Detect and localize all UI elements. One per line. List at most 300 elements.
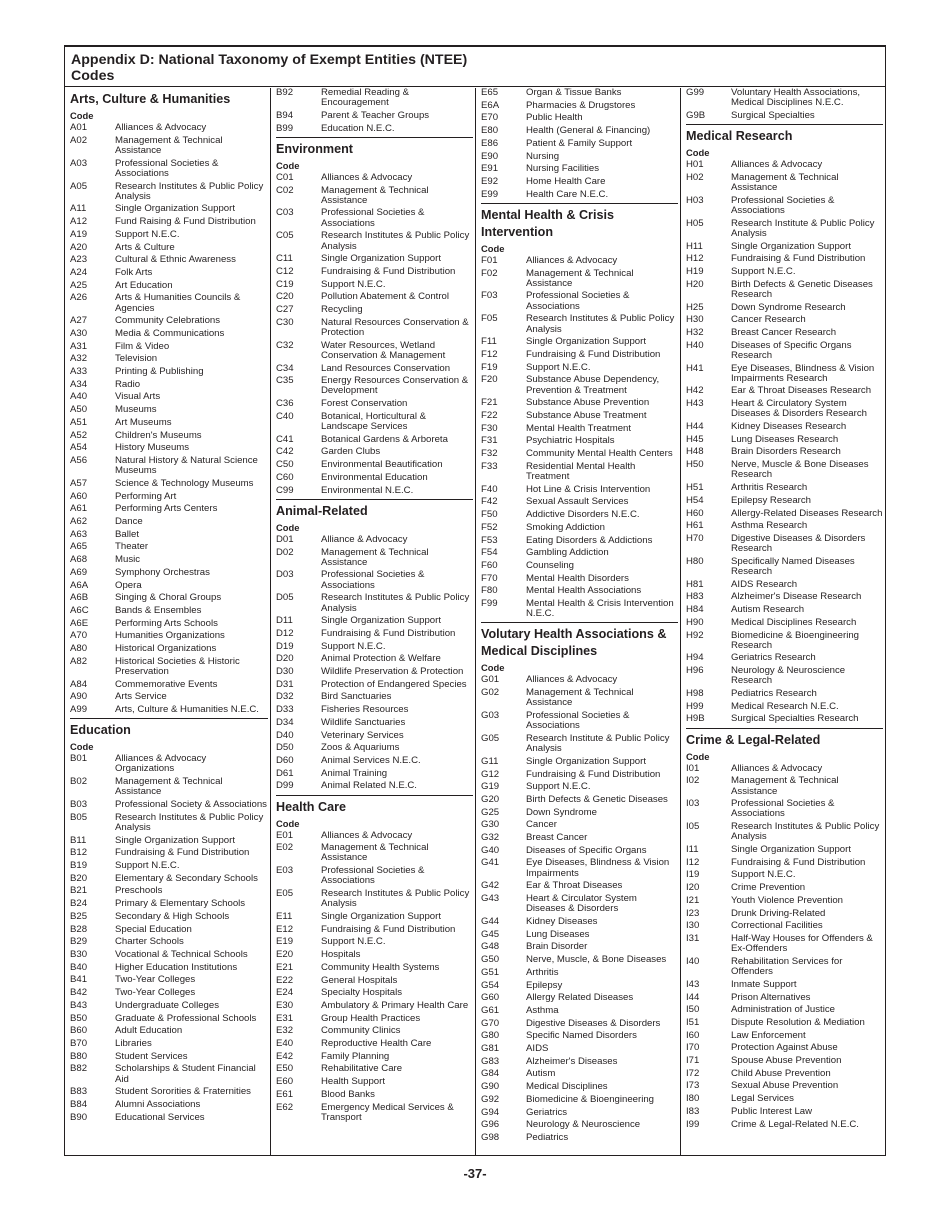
ntee-code: B03 <box>70 799 88 811</box>
code-row <box>481 917 678 927</box>
code-row <box>686 1069 883 1079</box>
code-section <box>481 88 678 200</box>
code-row <box>686 845 883 855</box>
code-row <box>276 548 473 568</box>
category-name: Undergraduate Colleges <box>115 999 219 1011</box>
category-name: Single Organization Support <box>731 240 851 252</box>
ntee-code: A27 <box>70 315 88 327</box>
code-row <box>276 267 473 277</box>
code-section <box>276 795 473 1123</box>
ntee-code: G90 <box>481 1081 500 1093</box>
category-name: Primary & Elementary Schools <box>115 898 246 910</box>
code-row <box>70 631 268 641</box>
category-name: Diseases of Specific Organs Research <box>731 339 852 361</box>
category-name: Asthma Research <box>731 520 808 532</box>
code-row <box>686 689 883 699</box>
ntee-code: G44 <box>481 915 500 927</box>
ntee-code: G84 <box>481 1068 500 1080</box>
category-name: Nursing Facilities <box>526 163 600 175</box>
code-row <box>276 208 473 228</box>
code-row <box>481 164 678 174</box>
category-name: Health (General & Financing) <box>526 125 651 137</box>
category-name: Research Institutes & Public Policy Analysis <box>115 180 264 202</box>
ntee-code: G83 <box>481 1055 500 1067</box>
category-name: Biomedicine & Bioengineering Research <box>731 629 859 651</box>
code-row <box>481 1069 678 1079</box>
section-heading: Medical Research <box>686 129 793 144</box>
category-name: Mental Health Treatment <box>526 422 632 434</box>
ntee-code: A63 <box>70 528 88 540</box>
ntee-code: F54 <box>481 547 498 559</box>
ntee-code: A69 <box>70 566 88 578</box>
code-row <box>481 1133 678 1143</box>
ntee-code: F99 <box>481 598 498 610</box>
code-row <box>70 281 268 291</box>
category-name: Public Interest Law <box>731 1105 813 1117</box>
ntee-code: A40 <box>70 391 88 403</box>
column-3 <box>475 88 680 1155</box>
code-row <box>686 592 883 602</box>
code-row <box>70 644 268 654</box>
category-name: Inmate Support <box>731 978 797 990</box>
category-name: Ear & Throat Diseases Research <box>731 385 872 397</box>
category-name: Arthritis <box>526 966 559 978</box>
ntee-code: A90 <box>70 691 88 703</box>
category-name: Professional Societies & Associations <box>731 798 835 820</box>
category-name: Half-Way Houses for Offenders & Ex-Offenders <box>731 933 873 955</box>
code-row <box>276 831 473 841</box>
ntee-code: B24 <box>70 898 88 910</box>
code-row <box>276 963 473 973</box>
ntee-code: G99 <box>686 88 705 98</box>
ntee-code: A65 <box>70 541 88 553</box>
ntee-code: C40 <box>276 410 294 422</box>
ntee-code: H81 <box>686 578 704 590</box>
code-row <box>481 599 678 619</box>
category-name: Research Institutes & Public Policy Analysis <box>526 313 675 335</box>
category-name: Ear & Throat Diseases <box>526 880 623 892</box>
category-name: Emergency Medical Services & Transport <box>321 1101 454 1123</box>
ntee-code: G11 <box>481 755 499 767</box>
ntee-code: C41 <box>276 433 294 445</box>
ntee-code: I83 <box>686 1105 700 1117</box>
code-row <box>70 692 268 702</box>
code-row <box>481 993 678 1003</box>
category-name: Youth Violence Prevention <box>731 894 844 906</box>
code-row <box>481 256 678 266</box>
category-name: Community Clinics <box>321 1025 401 1037</box>
category-name: History Museums <box>115 442 190 454</box>
code-row <box>70 606 268 616</box>
code-row <box>70 268 268 278</box>
ntee-code: H98 <box>686 688 704 700</box>
category-name: Research Institutes & Public Policy Analysis <box>731 821 880 843</box>
ntee-code: I02 <box>686 775 700 787</box>
ntee-code: G42 <box>481 880 500 892</box>
ntee-code: H45 <box>686 433 704 445</box>
category-name: Surgical Specialties Research <box>731 713 859 725</box>
code-row <box>276 705 473 715</box>
code-row <box>481 1006 678 1016</box>
code-row <box>481 398 678 408</box>
category-name: Support N.E.C. <box>526 361 591 373</box>
category-name: Land Resources Conservation <box>321 362 451 374</box>
category-name: Cancer <box>526 819 557 831</box>
category-name: Allergy-Related Diseases Research <box>731 507 883 519</box>
code-row <box>276 912 473 922</box>
ntee-code: G54 <box>481 979 500 991</box>
ntee-code: A6A <box>70 579 89 591</box>
category-name: Historical Societies & Historic Preservation <box>115 655 240 677</box>
category-name: AIDS Research <box>731 578 798 590</box>
category-name: Patient & Family Support <box>526 137 633 149</box>
category-name: Drunk Driving-Related <box>731 907 826 919</box>
code-row <box>276 88 473 108</box>
category-name: Fundraising & Fund Distribution <box>321 627 456 639</box>
code-row <box>70 1026 268 1036</box>
code-row <box>276 364 473 374</box>
ntee-code: A60 <box>70 490 88 502</box>
ntee-code: H12 <box>686 253 704 265</box>
code-row <box>70 800 268 810</box>
code-row <box>481 152 678 162</box>
code-row <box>276 473 473 483</box>
ntee-code: A20 <box>70 241 88 253</box>
ntee-code: H43 <box>686 398 704 410</box>
ntee-code: I73 <box>686 1080 700 1092</box>
code-row <box>70 950 268 960</box>
ntee-code: H41 <box>686 362 704 374</box>
category-name: Graduate & Professional Schools <box>115 1012 257 1024</box>
code-section <box>276 88 473 134</box>
code-row <box>276 1001 473 1011</box>
ntee-code: D20 <box>276 653 294 665</box>
ntee-code: B19 <box>70 860 88 872</box>
ntee-code: B21 <box>70 885 88 897</box>
ntee-code: E30 <box>276 999 294 1011</box>
category-name: Professional Societies & Associations <box>321 569 425 591</box>
code-row <box>686 653 883 663</box>
category-name: Substance Abuse Dependency, Prevention & Treatment <box>526 374 660 396</box>
ntee-code: G94 <box>481 1106 500 1118</box>
section-heading: Arts, Culture & Humanities <box>70 92 231 106</box>
ntee-code: H25 <box>686 301 704 313</box>
ntee-code: C05 <box>276 230 294 242</box>
ntee-code: A26 <box>70 292 88 304</box>
category-name: Research Institute & Public Policy Analysis <box>526 732 670 755</box>
ntee-code: E19 <box>276 936 294 948</box>
ntee-code: G51 <box>481 966 500 978</box>
ntee-code: A23 <box>70 254 88 266</box>
category-name: Geriatrics <box>526 1106 568 1118</box>
code-row <box>686 957 883 977</box>
category-name: Digestive Diseases & Disorders Research <box>731 532 866 555</box>
category-name: Wildlife Sanctuaries <box>321 716 406 728</box>
ntee-code: I21 <box>686 894 700 906</box>
ntee-code: B82 <box>70 1063 88 1075</box>
category-name: Education N.E.C. <box>321 122 395 134</box>
code-row <box>70 159 268 179</box>
code-row <box>686 1018 883 1028</box>
code-row <box>70 1039 268 1049</box>
code-row <box>70 342 268 352</box>
category-name: Bands & Ensembles <box>115 604 202 616</box>
ntee-code: F33 <box>481 460 498 472</box>
ntee-code: H20 <box>686 278 704 290</box>
category-name: Protection Against Abuse <box>731 1042 838 1054</box>
ntee-code: H32 <box>686 326 704 338</box>
code-column-label: Code <box>70 741 94 753</box>
ntee-code: G81 <box>481 1043 500 1055</box>
ntee-code: H83 <box>686 591 704 603</box>
ntee-code: I99 <box>686 1118 700 1130</box>
ntee-code: H40 <box>686 339 704 351</box>
category-name: Specifically Named Diseases Research <box>731 555 855 578</box>
category-name: Heart & Circulatory System Diseases & Disorders Research <box>731 398 867 420</box>
code-row <box>276 1014 473 1024</box>
ntee-code: A34 <box>70 378 88 390</box>
category-name: Single Organization Support <box>526 336 646 348</box>
category-name: Research Institutes & Public Policy Analysis <box>115 811 264 833</box>
code-row <box>70 354 268 364</box>
code-row <box>481 688 678 708</box>
code-row <box>70 443 268 453</box>
category-name: Alliances & Advocacy <box>731 762 823 774</box>
category-name: Rehabilitation Services for Offenders <box>731 955 843 978</box>
ntee-code: G02 <box>481 687 500 699</box>
section-heading: Volutary Health Associations & Medical Disciplines <box>481 627 667 659</box>
code-row <box>70 1100 268 1110</box>
code-row <box>70 925 268 935</box>
code-row <box>70 230 268 240</box>
code-row <box>686 921 883 931</box>
category-name: Biomedicine & Bioengineering <box>526 1093 654 1105</box>
code-row <box>481 113 678 123</box>
category-name: Alliances & Advocacy <box>526 674 618 686</box>
code-row <box>686 160 883 170</box>
category-name: Mental Health Disorders <box>526 572 629 584</box>
ntee-code: H90 <box>686 616 704 628</box>
code-row <box>481 363 678 373</box>
code-row <box>481 808 678 818</box>
code-row <box>70 456 268 476</box>
category-name: Single Organization Support <box>321 253 441 265</box>
code-row <box>481 88 678 98</box>
category-name: Management & Technical Assistance <box>115 134 223 156</box>
code-row <box>70 963 268 973</box>
ntee-code: D33 <box>276 704 294 716</box>
code-row <box>70 517 268 527</box>
category-name: Administration of Justice <box>731 1004 835 1016</box>
category-name: Support N.E.C. <box>115 860 180 872</box>
category-name: Higher Education Institutions <box>115 961 238 973</box>
code-row <box>481 881 678 891</box>
category-name: Neurology & Neuroscience <box>526 1119 641 1131</box>
code-section <box>686 124 883 725</box>
ntee-code: F22 <box>481 409 498 421</box>
code-row <box>686 702 883 712</box>
ntee-code: A84 <box>70 678 88 690</box>
code-column-label: Code <box>276 817 300 829</box>
code-row <box>481 1044 678 1054</box>
code-row <box>70 1052 268 1062</box>
category-name: Environmental Education <box>321 471 428 483</box>
ntee-code: G03 <box>481 710 500 722</box>
ntee-code: E61 <box>276 1088 294 1100</box>
code-row <box>481 350 678 360</box>
category-name: Community Mental Health Centers <box>526 448 673 460</box>
code-row <box>276 950 473 960</box>
ntee-code: E99 <box>481 188 499 200</box>
category-name: Medical Disciplines <box>526 1081 608 1093</box>
ntee-code: F70 <box>481 572 498 584</box>
category-name: Music <box>115 554 141 566</box>
code-row <box>481 1120 678 1130</box>
code-row <box>481 1057 678 1067</box>
code-column-label: Code <box>686 147 710 159</box>
category-name: Single Organization Support <box>321 910 441 922</box>
code-row <box>70 777 268 797</box>
category-name: Support N.E.C. <box>115 228 180 240</box>
ntee-code: G25 <box>481 806 500 818</box>
code-row <box>276 1052 473 1062</box>
ntee-code: F32 <box>481 448 498 460</box>
code-row <box>276 447 473 457</box>
ntee-code: F05 <box>481 313 498 325</box>
category-name: Pediatrics <box>526 1131 569 1143</box>
category-name: Film & Video <box>115 340 170 352</box>
category-name: Law Enforcement <box>731 1029 806 1041</box>
code-row <box>686 242 883 252</box>
ntee-code: E31 <box>276 1012 294 1024</box>
code-row <box>70 316 268 326</box>
code-row <box>481 1082 678 1092</box>
ntee-code: E05 <box>276 888 294 900</box>
category-name: Smoking Addiction <box>526 521 605 533</box>
category-name: Veterinary Services <box>321 729 404 741</box>
ntee-code: B20 <box>70 872 88 884</box>
ntee-code: G32 <box>481 832 500 844</box>
code-row <box>276 718 473 728</box>
category-name: Support N.E.C. <box>321 278 386 290</box>
category-name: Residential Mental Health Treatment <box>526 460 636 482</box>
category-name: Management & Technical Assistance <box>526 267 634 289</box>
ntee-code: B40 <box>70 961 88 973</box>
ntee-code: F19 <box>481 361 498 373</box>
category-name: Brain Disorders Research <box>731 446 841 458</box>
category-name: Counseling <box>526 559 575 571</box>
ntee-code: A54 <box>70 442 88 454</box>
code-row <box>481 536 678 546</box>
ntee-code: I19 <box>686 869 700 881</box>
code-row <box>276 976 473 986</box>
ntee-code: C20 <box>276 291 294 303</box>
ntee-code: A03 <box>70 157 88 169</box>
ntee-code: A30 <box>70 327 88 339</box>
code-column-label: Code <box>686 750 710 762</box>
category-name: Legal Services <box>731 1093 794 1105</box>
category-name: Home Health Care <box>526 175 606 187</box>
category-name: Fund Raising & Fund Distribution <box>115 216 256 228</box>
ntee-code: F01 <box>481 254 498 266</box>
ntee-code: A24 <box>70 266 88 278</box>
category-name: Two-Year Colleges <box>115 987 196 999</box>
ntee-code: H44 <box>686 421 704 433</box>
code-row <box>276 535 473 545</box>
category-name: Mental Health Associations <box>526 585 642 597</box>
code-row <box>686 88 883 108</box>
ntee-code: F60 <box>481 559 498 571</box>
ntee-code: B11 <box>70 834 87 846</box>
code-row <box>481 930 678 940</box>
code-row <box>686 254 883 264</box>
ntee-code: F42 <box>481 496 498 508</box>
ntee-code: A19 <box>70 228 88 240</box>
code-row <box>481 101 678 111</box>
category-name: Public Health <box>526 112 583 124</box>
code-row <box>686 1043 883 1053</box>
category-name: Professional Societies & Associations <box>321 865 425 887</box>
code-section <box>686 88 883 121</box>
ntee-code: B43 <box>70 999 88 1011</box>
category-name: Blood Banks <box>321 1088 375 1100</box>
code-row <box>481 561 678 571</box>
category-name: Management & Technical Assistance <box>731 775 839 797</box>
ntee-code: I72 <box>686 1067 700 1079</box>
category-name: Arts Service <box>115 691 167 703</box>
category-name: Ballet <box>115 528 139 540</box>
code-row <box>481 497 678 507</box>
code-row <box>276 843 473 863</box>
category-name: Natural History & Natural Science Museums <box>115 454 258 477</box>
code-row <box>686 173 883 193</box>
ntee-code: E22 <box>276 974 294 986</box>
ntee-code: G96 <box>481 1119 500 1131</box>
ntee-code: H92 <box>686 629 704 641</box>
ntee-code: D34 <box>276 716 294 728</box>
category-name: Specific Named Disorders <box>526 1030 637 1042</box>
category-name: AIDS <box>526 1043 549 1055</box>
ntee-code: H42 <box>686 385 704 397</box>
category-name: Animal Protection & Welfare <box>321 653 441 665</box>
code-row <box>70 380 268 390</box>
ntee-code: H60 <box>686 507 704 519</box>
category-name: Birth Defects & Genetic Diseases Research <box>731 278 873 300</box>
ntee-code: A11 <box>70 203 87 215</box>
ntee-code: A32 <box>70 353 88 365</box>
column-1 <box>65 88 270 1155</box>
ntee-code: B12 <box>70 847 88 859</box>
category-name: Alzheimer's Disease Research <box>731 591 862 603</box>
category-name: Charter Schools <box>115 936 184 948</box>
ntee-code: E11 <box>276 910 293 922</box>
ntee-code: B84 <box>70 1098 88 1110</box>
category-name: Elementary & Secondary Schools <box>115 872 258 884</box>
code-section <box>70 718 268 1123</box>
code-row <box>276 412 473 432</box>
category-name: Voluntary Health Associations, Medical Disciplines N.E.C. <box>731 88 861 109</box>
ntee-code: G01 <box>481 674 500 686</box>
ntee-code: I20 <box>686 882 700 894</box>
ntee-code: H03 <box>686 194 704 206</box>
category-name: Ambulatory & Primary Health Care <box>321 999 469 1011</box>
category-name: Eye Diseases, Blindness & Vision Impairments Research <box>731 362 875 384</box>
code-row <box>276 124 473 134</box>
code-row <box>276 1026 473 1036</box>
ntee-code: G40 <box>481 844 500 856</box>
category-name: Support N.E.C. <box>321 640 386 652</box>
code-row <box>481 586 678 596</box>
